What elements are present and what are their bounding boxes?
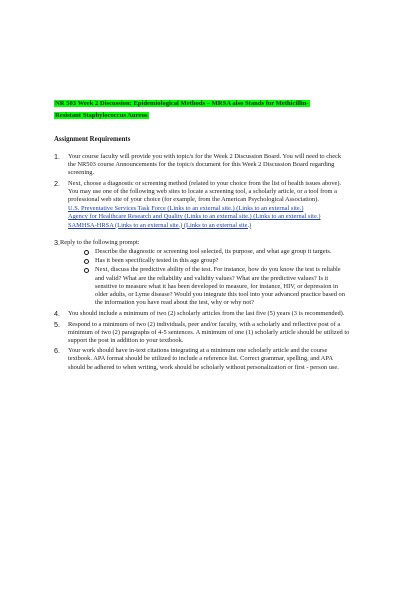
- resource-links: [68, 205, 350, 230]
- list-item: [54, 347, 350, 372]
- title-block: [54, 96, 322, 120]
- item-text: Your work should have in-text citations integrating at a minimum one scholarly article and the course textbook. APA format should be utilized to include a reference list. Correct grammar, spelling, and APA should be adhered to when writing, work should be scholarly without personalization or first - person use.: [68, 347, 339, 371]
- item-text: You should include a minimum of two (2) scholarly articles from the last five (5) years (3 is recommended).: [68, 310, 345, 318]
- item-number: 6.: [54, 346, 60, 356]
- samhsa-hrsa-link[interactable]: SAMHSA-HRSA (Links to an external site.) (Links to an external site.): [68, 221, 252, 229]
- item-text: Next, choose a diagnostic or screening method (related to your choice from the list of health issues above). You may use one of the following web sites to locate a screening tool, a scholarly article, or a tool from a professional web site of your choice (for example, from the American Psychological Association).: [68, 179, 342, 204]
- uspstf-link[interactable]: U.S. Preventative Services Task Force (Links to an external site.) (Links to an external site.): [68, 205, 304, 213]
- section-heading: Assignment Requirements: [54, 136, 131, 143]
- sub-list-item: Next, discuss the predictive ability of the test. For instance, how do you know the test is reliable and valid? What are the reliability and validity values? What are the predictive values? Is it sensitive to measure what it has been developed to measure, for instance, HIV, or depression in older adults, or Lyme disease? Would you integrate this tool into your advanced practice based on the information you have read about the test, why or why not?: [84, 266, 350, 307]
- item-text: Your course faculty will provide you with topic/s for the Week 2 Discussion Board. You will need to check the NR503 course Announcements for the topic/s document for this Week 2 Discussion Board regarding screening.: [68, 153, 342, 177]
- circle-bullet-icon: [84, 268, 89, 273]
- item-number: 3.: [54, 237, 60, 247]
- sub-list-item: Has it been specifically tested in this age group?: [84, 257, 350, 265]
- item-text: Respond to a minimum of two (2) individuals, peer and/or faculty, with a scholarly and reflective post of a minimum of two (2) paragraphs of 4-5 sentences. A minimum of one (1) scholarly article should be utilized to support the post in addition to your textbook.: [68, 320, 350, 345]
- item-text: Reply to the following prompt:: [60, 238, 140, 246]
- item-number: 4.: [54, 309, 60, 319]
- item-number: 1.: [54, 152, 60, 161]
- circle-bullet-icon: [84, 259, 89, 264]
- list-item: [54, 310, 350, 318]
- list-item: [54, 321, 350, 346]
- document-title: NR 503 Week 2 Discussion: Epidemiological Methods – MRSA also Stands for Methicillin-Resistant Staphylococcus Aureus: [55, 100, 309, 119]
- requirements-list: [54, 153, 350, 372]
- prompt-sublist: [60, 248, 350, 307]
- list-item: [54, 153, 350, 178]
- circle-bullet-icon: [84, 250, 89, 255]
- item-number: 2.: [54, 178, 60, 188]
- item-number: 5.: [54, 319, 60, 329]
- ahrq-link[interactable]: Agency for Healthcare Research and Quality (Links to an external site.) (Links to an external site.): [68, 213, 321, 221]
- sub-list-item: Describe the diagnostic or screening tool selected, its purpose, and what age group it targets.: [84, 248, 350, 256]
- list-item: [54, 180, 350, 230]
- list-item: [54, 239, 350, 309]
